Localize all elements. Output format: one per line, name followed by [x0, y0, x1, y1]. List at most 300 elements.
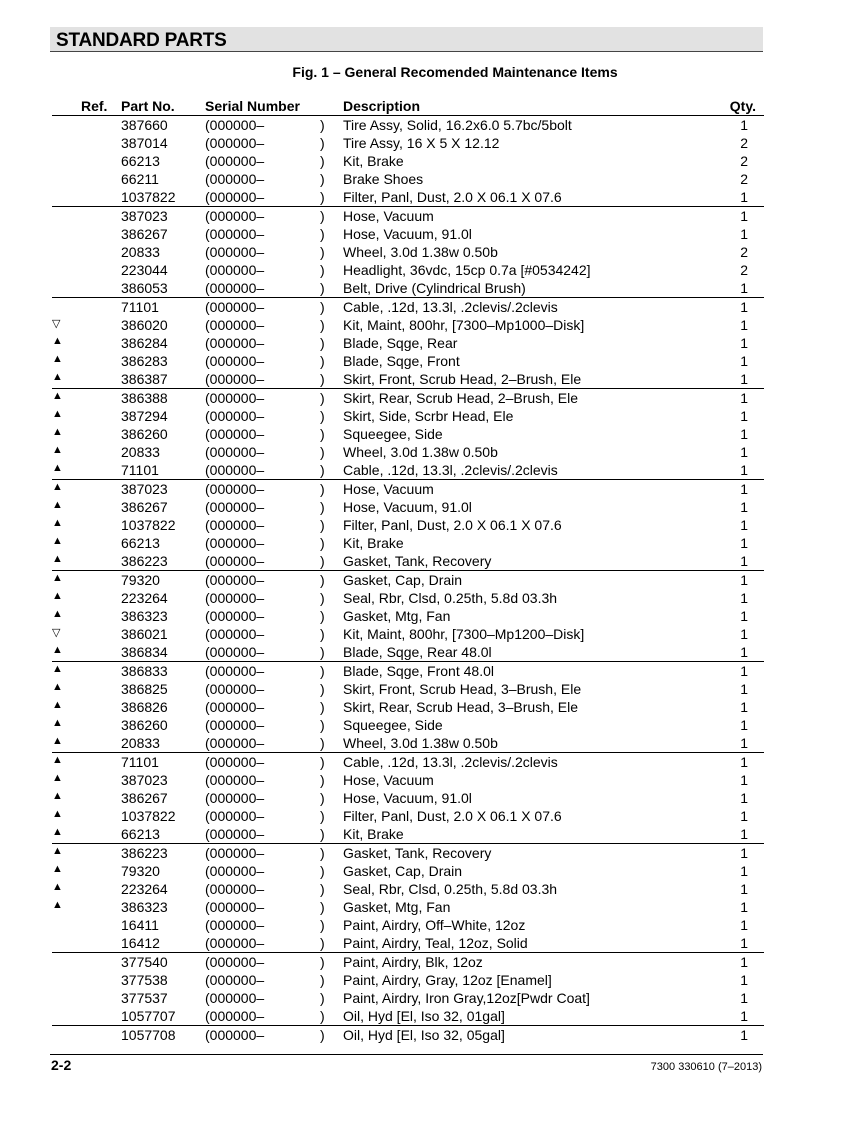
table-row	[52, 443, 764, 461]
col-header-part: Part No.	[121, 98, 175, 114]
serial-close-paren: )	[320, 863, 325, 879]
part-number: 386826	[121, 699, 168, 715]
serial-close-paren: )	[320, 244, 325, 260]
ref-marker: ▲	[52, 553, 63, 565]
part-number: 16411	[121, 917, 159, 933]
part-number: 16412	[121, 935, 160, 951]
description: Hose, Vacuum, 91.0l	[343, 790, 472, 806]
serial-close-paren: )	[320, 335, 325, 351]
serial-close-paren: )	[320, 917, 325, 933]
serial-close-paren: )	[320, 280, 325, 296]
part-number: 377540	[121, 954, 168, 970]
quantity: 1	[740, 990, 748, 1006]
quantity: 2	[740, 244, 748, 260]
ref-marker: ▲	[52, 499, 63, 511]
serial-number: (000000–	[205, 717, 265, 733]
table-row	[52, 170, 764, 188]
serial-number: (000000–	[205, 881, 265, 897]
serial-close-paren: )	[320, 754, 325, 770]
table-row	[52, 643, 764, 662]
quantity: 1	[740, 626, 748, 642]
quantity: 1	[740, 335, 748, 351]
table-row	[52, 425, 764, 443]
description: Wheel, 3.0d 1.38w 0.50b	[343, 244, 498, 260]
ref-marker: ▲	[52, 681, 63, 693]
description: Paint, Airdry, Gray, 12oz [Enamel]	[343, 972, 552, 988]
part-number: 66213	[121, 826, 160, 842]
serial-number: (000000–	[205, 371, 265, 387]
serial-number: (000000–	[205, 1008, 265, 1024]
description: Skirt, Rear, Scrub Head, 2–Brush, Ele	[343, 390, 578, 406]
serial-close-paren: )	[320, 626, 325, 642]
part-number: 387294	[121, 408, 168, 424]
table-row	[52, 916, 764, 934]
part-number: 1037822	[121, 808, 176, 824]
serial-close-paren: )	[320, 317, 325, 333]
quantity: 1	[740, 863, 748, 879]
description: Gasket, Mtg, Fan	[343, 608, 451, 624]
part-number: 386825	[121, 681, 168, 697]
part-number: 386833	[121, 663, 168, 679]
serial-number: (000000–	[205, 845, 265, 861]
part-number: 1057708	[121, 1027, 176, 1043]
part-number: 79320	[121, 572, 160, 588]
description: Squeegee, Side	[343, 426, 443, 442]
table-row	[52, 498, 764, 516]
quantity: 1	[740, 663, 748, 679]
serial-close-paren: )	[320, 171, 325, 187]
part-number: 71101	[121, 462, 159, 478]
serial-close-paren: )	[320, 371, 325, 387]
quantity: 1	[740, 826, 748, 842]
quantity: 1	[740, 226, 748, 242]
table-row	[52, 134, 764, 152]
quantity: 1	[740, 535, 748, 551]
ref-marker: ▲	[52, 790, 63, 802]
table-row	[52, 825, 764, 844]
serial-number: (000000–	[205, 280, 265, 296]
part-number: 1037822	[121, 189, 176, 205]
col-header-ref: Ref.	[81, 98, 108, 114]
description: Gasket, Cap, Drain	[343, 863, 463, 879]
table-row	[52, 771, 764, 789]
part-number: 386260	[121, 717, 168, 733]
ref-marker: ▲	[52, 426, 63, 438]
ref-marker: ▲	[52, 717, 63, 729]
serial-number: (000000–	[205, 171, 265, 187]
ref-marker: ▲	[52, 535, 63, 547]
ref-marker: ▲	[52, 735, 63, 747]
table-row	[52, 279, 764, 298]
part-number: 387023	[121, 481, 168, 497]
ref-marker: ▲	[52, 644, 63, 656]
serial-close-paren: )	[320, 189, 325, 205]
quantity: 1	[740, 462, 748, 478]
description: Tire Assy, Solid, 16.2x6.0 5.7bc/5bolt	[343, 117, 572, 133]
quantity: 1	[740, 553, 748, 569]
table-row	[52, 461, 764, 480]
serial-close-paren: )	[320, 481, 325, 497]
table-row	[52, 370, 764, 389]
serial-number: (000000–	[205, 972, 265, 988]
quantity: 1	[740, 208, 748, 224]
serial-close-paren: )	[320, 1008, 325, 1024]
page-number: 2-2	[51, 1057, 72, 1073]
ref-marker: ▲	[52, 590, 63, 602]
ref-marker: ▲	[52, 481, 63, 493]
description: Oil, Hyd [El, Iso 32, 01gal]	[343, 1008, 505, 1024]
serial-close-paren: )	[320, 262, 325, 278]
description: Skirt, Front, Scrub Head, 3–Brush, Ele	[343, 681, 582, 697]
description: Kit, Brake	[343, 826, 404, 842]
table-row	[52, 207, 764, 225]
part-number: 66211	[121, 171, 159, 187]
part-number: 386834	[121, 644, 168, 660]
ref-marker: ▲	[52, 390, 63, 402]
quantity: 1	[740, 917, 748, 933]
part-number: 386260	[121, 426, 168, 442]
quantity: 1	[740, 408, 748, 424]
part-number: 223264	[121, 881, 168, 897]
serial-close-paren: )	[320, 608, 325, 624]
table-row	[52, 698, 764, 716]
document-number: 7300 330610 (7–2013)	[650, 1061, 762, 1073]
description: Hose, Vacuum, 91.0l	[343, 226, 472, 242]
description: Skirt, Rear, Scrub Head, 3–Brush, Ele	[343, 699, 578, 715]
part-number: 386388	[121, 390, 168, 406]
description: Filter, Panl, Dust, 2.0 X 06.1 X 07.6	[343, 808, 562, 824]
quantity: 1	[740, 117, 748, 133]
description: Wheel, 3.0d 1.38w 0.50b	[343, 735, 498, 751]
serial-number: (000000–	[205, 1027, 265, 1043]
quantity: 2	[740, 153, 748, 169]
serial-close-paren: )	[320, 426, 325, 442]
description: Hose, Vacuum	[343, 772, 434, 788]
serial-number: (000000–	[205, 863, 265, 879]
description: Cable, .12d, 13.3l, .2clevis/.2clevis	[343, 754, 558, 770]
table-row	[52, 898, 764, 916]
quantity: 1	[740, 754, 748, 770]
serial-close-paren: )	[320, 935, 325, 951]
serial-number: (000000–	[205, 444, 265, 460]
serial-number: (000000–	[205, 572, 265, 588]
table-row	[52, 971, 764, 989]
quantity: 1	[740, 808, 748, 824]
part-number: 387660	[121, 117, 168, 133]
figure-title: Fig. 1 – General Recomended Maintenance Items	[292, 64, 618, 80]
serial-close-paren: )	[320, 663, 325, 679]
part-number: 79320	[121, 863, 160, 879]
table-row	[52, 589, 764, 607]
ref-marker: ▲	[52, 335, 63, 347]
description: Squeegee, Side	[343, 717, 443, 733]
quantity: 1	[740, 845, 748, 861]
ref-marker: ▲	[52, 517, 63, 529]
table-row	[52, 534, 764, 552]
quantity: 2	[740, 135, 748, 151]
serial-close-paren: )	[320, 572, 325, 588]
quantity: 1	[740, 644, 748, 660]
ref-marker: ▲	[52, 754, 63, 766]
description: Filter, Panl, Dust, 2.0 X 06.1 X 07.6	[343, 517, 562, 533]
part-number: 386223	[121, 845, 168, 861]
table-header	[52, 96, 764, 116]
ref-marker: ▲	[52, 881, 63, 893]
serial-close-paren: )	[320, 517, 325, 533]
part-number: 20833	[121, 444, 160, 460]
quantity: 1	[740, 681, 748, 697]
table-row	[52, 734, 764, 753]
quantity: 1	[740, 717, 748, 733]
quantity: 1	[740, 772, 748, 788]
part-number: 386387	[121, 371, 168, 387]
serial-close-paren: )	[320, 845, 325, 861]
description: Kit, Brake	[343, 535, 404, 551]
quantity: 1	[740, 935, 748, 951]
table-row	[52, 298, 764, 316]
description: Hose, Vacuum	[343, 481, 434, 497]
table-row	[52, 352, 764, 370]
serial-number: (000000–	[205, 244, 265, 260]
ref-marker: ▲	[52, 408, 63, 420]
table-row	[52, 607, 764, 625]
quantity: 1	[740, 189, 748, 205]
serial-number: (000000–	[205, 626, 265, 642]
serial-number: (000000–	[205, 917, 265, 933]
serial-number: (000000–	[205, 590, 265, 606]
serial-number: (000000–	[205, 517, 265, 533]
part-number: 377537	[121, 990, 168, 1006]
part-number: 387023	[121, 772, 168, 788]
table-row	[52, 116, 764, 134]
table-row	[52, 571, 764, 589]
description: Headlight, 36vdc, 15cp 0.7a [#0534242]	[343, 262, 591, 278]
col-header-description: Description	[343, 98, 421, 114]
quantity: 1	[740, 426, 748, 442]
quantity: 1	[740, 444, 748, 460]
serial-close-paren: )	[320, 153, 325, 169]
ref-marker: ▲	[52, 353, 63, 365]
quantity: 1	[740, 371, 748, 387]
serial-number: (000000–	[205, 299, 265, 315]
serial-number: (000000–	[205, 644, 265, 660]
quantity: 1	[740, 390, 748, 406]
quantity: 1	[740, 280, 748, 296]
description: Gasket, Tank, Recovery	[343, 553, 492, 569]
part-number: 71101	[121, 299, 159, 315]
description: Tire Assy, 16 X 5 X 12.12	[343, 135, 500, 151]
description: Kit, Maint, 800hr, [7300–Mp1200–Disk]	[343, 626, 585, 642]
part-number: 66213	[121, 153, 160, 169]
quantity: 1	[740, 954, 748, 970]
ref-marker: ▲	[52, 371, 63, 383]
description: Skirt, Front, Scrub Head, 2–Brush, Ele	[343, 371, 582, 387]
serial-close-paren: )	[320, 135, 325, 151]
table-row	[52, 480, 764, 498]
quantity: 1	[740, 499, 748, 515]
table-row	[52, 261, 764, 279]
serial-close-paren: )	[320, 808, 325, 824]
table-row	[52, 880, 764, 898]
quantity: 1	[740, 881, 748, 897]
quantity: 2	[740, 262, 748, 278]
part-number: 386323	[121, 899, 168, 915]
description: Kit, Maint, 800hr, [7300–Mp1000–Disk]	[343, 317, 585, 333]
table-row	[52, 389, 764, 407]
description: Kit, Brake	[343, 153, 404, 169]
serial-close-paren: )	[320, 790, 325, 806]
serial-number: (000000–	[205, 754, 265, 770]
table-row	[52, 152, 764, 170]
serial-number: (000000–	[205, 262, 265, 278]
table-row	[52, 953, 764, 971]
ref-marker: ▲	[52, 462, 63, 474]
table-row	[52, 334, 764, 352]
quantity: 1	[740, 299, 748, 315]
serial-close-paren: )	[320, 881, 325, 897]
part-number: 386284	[121, 335, 168, 351]
part-number: 386020	[121, 317, 168, 333]
table-row	[52, 625, 764, 643]
serial-close-paren: )	[320, 553, 325, 569]
description: Gasket, Cap, Drain	[343, 572, 463, 588]
table-row	[52, 680, 764, 698]
table-row	[52, 516, 764, 534]
quantity: 1	[740, 790, 748, 806]
serial-close-paren: )	[320, 717, 325, 733]
quantity: 1	[740, 1027, 748, 1043]
description: Wheel, 3.0d 1.38w 0.50b	[343, 444, 498, 460]
table-row	[52, 807, 764, 825]
serial-close-paren: )	[320, 208, 325, 224]
quantity: 1	[740, 317, 748, 333]
description: Blade, Sqge, Front	[343, 353, 460, 369]
serial-close-paren: )	[320, 681, 325, 697]
description: Paint, Airdry, Blk, 12oz	[343, 954, 483, 970]
description: Hose, Vacuum	[343, 208, 434, 224]
section-title: STANDARD PARTS	[56, 30, 227, 51]
ref-marker: ▲	[52, 845, 63, 857]
serial-close-paren: )	[320, 462, 325, 478]
serial-close-paren: )	[320, 826, 325, 842]
part-number: 66213	[121, 535, 160, 551]
part-number: 387014	[121, 135, 168, 151]
serial-number: (000000–	[205, 117, 265, 133]
description: Paint, Airdry, Teal, 12oz, Solid	[343, 935, 528, 951]
table-row	[52, 934, 764, 953]
part-number: 1057707	[121, 1008, 176, 1024]
serial-number: (000000–	[205, 808, 265, 824]
table-row	[52, 844, 764, 862]
table-row	[52, 862, 764, 880]
serial-number: (000000–	[205, 790, 265, 806]
serial-number: (000000–	[205, 954, 265, 970]
description: Cable, .12d, 13.3l, .2clevis/.2clevis	[343, 462, 558, 478]
serial-close-paren: )	[320, 444, 325, 460]
description: Blade, Sqge, Front 48.0l	[343, 663, 494, 679]
ref-marker: ▲	[52, 699, 63, 711]
part-number: 387023	[121, 208, 168, 224]
table-row	[52, 188, 764, 207]
serial-close-paren: )	[320, 226, 325, 242]
description: Oil, Hyd [El, Iso 32, 05gal]	[343, 1027, 505, 1043]
part-number: 386021	[121, 626, 168, 642]
quantity: 1	[740, 899, 748, 915]
table-row	[52, 243, 764, 261]
table-row	[52, 662, 764, 680]
quantity: 2	[740, 171, 748, 187]
ref-marker: ▽	[52, 318, 61, 330]
part-number: 386053	[121, 280, 168, 296]
serial-close-paren: )	[320, 899, 325, 915]
part-number: 386267	[121, 499, 168, 515]
part-number: 386267	[121, 226, 168, 242]
table-row	[52, 716, 764, 734]
ref-marker: ▲	[52, 899, 63, 911]
part-number: 386267	[121, 790, 168, 806]
serial-number: (000000–	[205, 681, 265, 697]
serial-number: (000000–	[205, 335, 265, 351]
quantity: 1	[740, 972, 748, 988]
quantity: 1	[740, 572, 748, 588]
ref-marker: ▲	[52, 663, 63, 675]
serial-close-paren: )	[320, 772, 325, 788]
serial-number: (000000–	[205, 135, 265, 151]
serial-close-paren: )	[320, 499, 325, 515]
table-row	[52, 1026, 764, 1044]
description: Seal, Rbr, Clsd, 0.25th, 5.8d 03.3h	[343, 881, 558, 897]
serial-close-paren: )	[320, 590, 325, 606]
part-number: 71101	[121, 754, 159, 770]
serial-number: (000000–	[205, 189, 265, 205]
serial-close-paren: )	[320, 390, 325, 406]
part-number: 386283	[121, 353, 168, 369]
serial-number: (000000–	[205, 499, 265, 515]
serial-number: (000000–	[205, 390, 265, 406]
description: Blade, Sqge, Rear 48.0l	[343, 644, 492, 660]
ref-marker: ▲	[52, 772, 63, 784]
table-row	[52, 552, 764, 571]
ref-marker: ▲	[52, 808, 63, 820]
part-number: 20833	[121, 244, 160, 260]
description: Filter, Panl, Dust, 2.0 X 06.1 X 07.6	[343, 189, 562, 205]
ref-marker: ▲	[52, 572, 63, 584]
part-number: 20833	[121, 735, 160, 751]
quantity: 1	[740, 1008, 748, 1024]
description: Blade, Sqge, Rear	[343, 335, 458, 351]
serial-number: (000000–	[205, 608, 265, 624]
serial-close-paren: )	[320, 699, 325, 715]
quantity: 1	[740, 735, 748, 751]
ref-marker: ▽	[52, 627, 61, 639]
quantity: 1	[740, 608, 748, 624]
serial-close-paren: )	[320, 117, 325, 133]
description: Gasket, Tank, Recovery	[343, 845, 492, 861]
serial-number: (000000–	[205, 481, 265, 497]
serial-number: (000000–	[205, 226, 265, 242]
serial-close-paren: )	[320, 353, 325, 369]
serial-close-paren: )	[320, 990, 325, 1006]
serial-number: (000000–	[205, 535, 265, 551]
serial-close-paren: )	[320, 644, 325, 660]
table-row	[52, 789, 764, 807]
part-number: 1037822	[121, 517, 176, 533]
description: Skirt, Side, Scrbr Head, Ele	[343, 408, 514, 424]
serial-number: (000000–	[205, 208, 265, 224]
description: Paint, Airdry, Iron Gray,12oz[Pwdr Coat]	[343, 990, 590, 1006]
serial-number: (000000–	[205, 426, 265, 442]
quantity: 1	[740, 481, 748, 497]
